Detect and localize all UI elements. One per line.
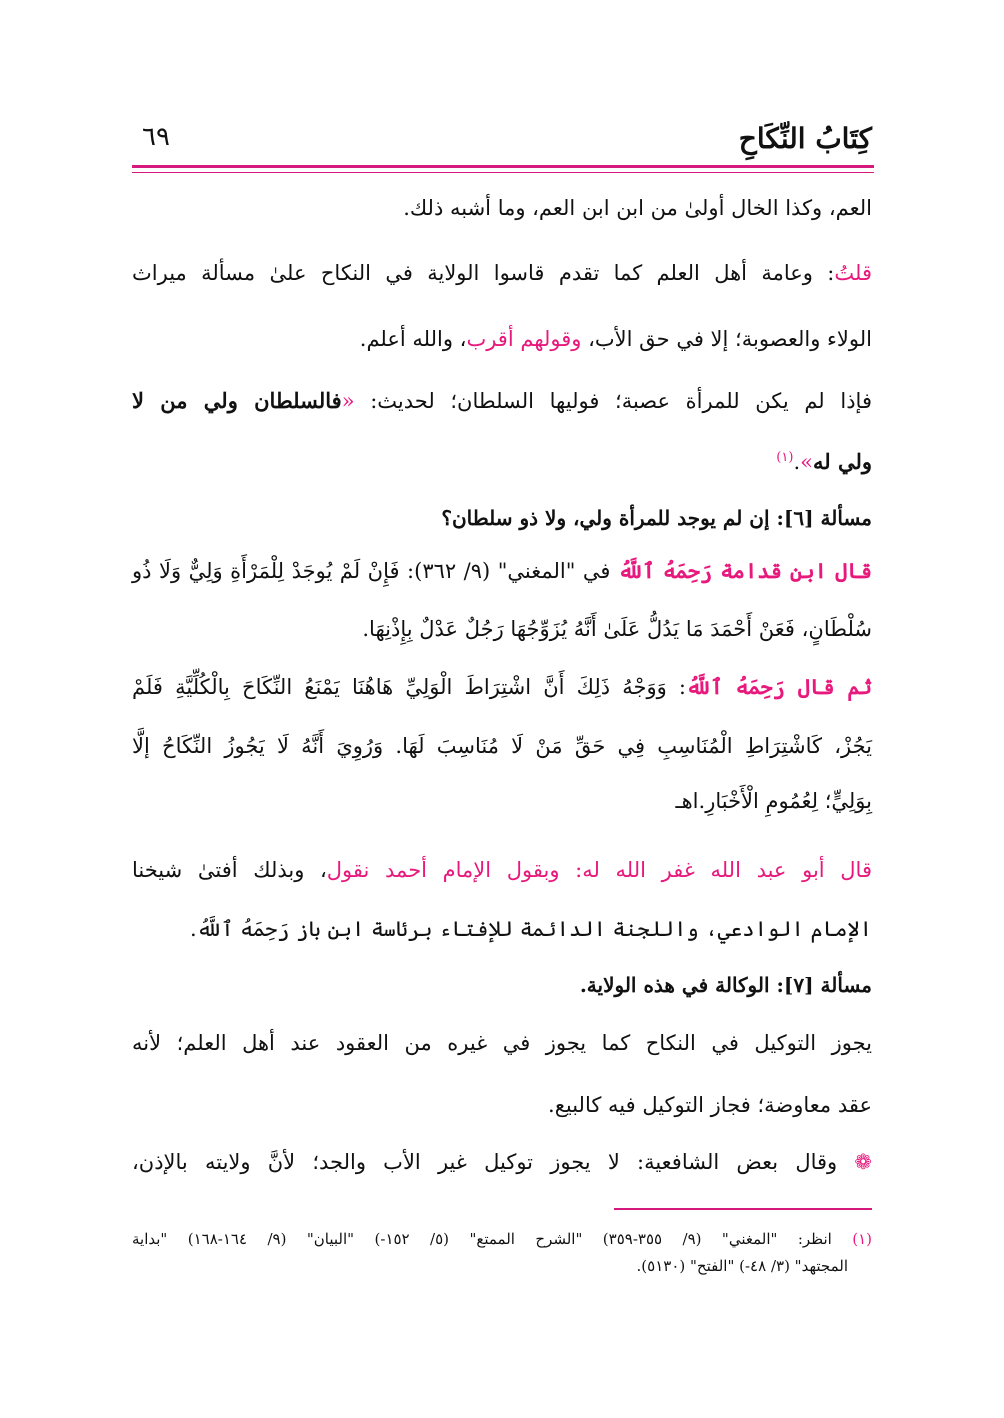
mas-ala-7-heading: مسألة [٧]: الوكالة في هذه الولاية. <box>579 973 872 997</box>
header-rule-thin <box>132 172 874 173</box>
mas-ala-6-heading: مسألة [٦]: إن لم يوجد للمرأة ولي، ولا ذو سلطان؟ <box>441 506 872 530</box>
text-line: عقد معاوضة؛ فجاز التوكيل فيه كالبيع. <box>548 1093 872 1117</box>
page-header <box>132 118 872 158</box>
text-line: قال أبو عبد الله غفر الله له: وبقول الإمام أحمد نقول، وبذلك أفتىٰ شيخنا <box>132 858 872 882</box>
flower-bullet-icon: ❁ <box>854 1150 872 1174</box>
author-statement: قال أبو عبد الله غفر الله له: وبقول الإمام أحمد نقول <box>326 858 872 882</box>
text-line: قال ابن قدامة رَحِمَهُ ٱللَّهُ في "المغني" (٩/ ٣٦٢): فَإِنْ لَمْ يُوجَدْ لِلْمَرْأَةِ وَلِيٌّ وَلَا ذُو <box>132 558 872 583</box>
quote-source: ثم قال رَحِمَهُ ٱللَّهُ <box>686 674 872 699</box>
hadith-text: ولي له <box>812 449 872 474</box>
text-line: ❁ وقال بعض الشافعية: لا يجوز توكيل غير الأب والجد؛ لأنَّ ولايته بالإذن، <box>132 1150 872 1174</box>
text-line: يجوز التوكيل في النكاح كما يجوز في غيره من العقود عند أهل العلم؛ لأنه <box>132 1031 872 1055</box>
text-line: فإذا لم يكن للمرأة عصبة؛ فوليها السلطان؛ لحديث: «فالسلطان ولي من لا <box>132 388 872 413</box>
page-number: ٦٩ <box>142 122 170 152</box>
footnote-ref: (١) <box>776 450 794 465</box>
text-line: الولاء والعصوبة؛ إلا في حق الأب، وقولهم أقرب، والله أعلم. <box>359 327 872 351</box>
footnote-number: (١) <box>852 1230 873 1248</box>
qultu-label: قلتُ <box>834 261 872 285</box>
text-line: قلتُ: وعامة أهل العلم كما تقدم قاسوا الولاية في النكاح علىٰ مسألة ميراث <box>132 261 872 285</box>
text-line: ولي له».$^{(١)}$ <box>776 449 872 474</box>
text-line: يَجُزْ، كَاشْتِرَاطِ الْمُنَاسِبِ فِي حَقِّ مَنْ لَا مُنَاسِبَ لَهَا. وَرُوِيَ أَنَّهُ لَا يَجُوزُ النِّكَاحُ إلَّا <box>132 734 872 758</box>
text-line: سُلْطَانٍ، فَعَنْ أَحْمَدَ مَا يَدُلُّ عَلَىٰ أَنَّهُ يُزَوِّجُهَا رَجُلٌ عَدْلٌ بِإِذْنِهَا. <box>362 617 872 641</box>
hadith-text: فالسلطان ولي من لا <box>132 388 342 413</box>
footnote-line: المجتهد" (٣/ ٤٨-) "الفتح" (٥١٣٠). <box>636 1257 848 1275</box>
chapter-title: كِتَابُ النِّكَاحِ <box>738 122 872 155</box>
quote-source: قال ابن قدامة رَحِمَهُ ٱللَّهُ <box>617 558 872 583</box>
header-rule-thick <box>132 165 874 168</box>
text-line: بِوَلِيٍّ؛ لِعُمُومِ الْأَخْبَارِ.اهـ <box>675 789 872 813</box>
text-line: الإمام الوادعي، واللجنة الدائمة للإفتاء برئاسة ابن باز رَحِمَهُ ٱللَّهُ. <box>190 917 872 941</box>
footnote-line: (١) انظر: "المغني" (٩/ ٣٥٥-٣٥٩) "الشرح الممتع" (٥/ ١٥٢-) "البيان" (٩/ ١٦٤-١٦٨) "بداية <box>132 1230 873 1248</box>
text-line: العم، وكذا الخال أولىٰ من ابن ابن العم، وما أشبه ذلك. <box>403 196 872 220</box>
text-line: ثم قال رَحِمَهُ ٱللَّهُ: وَوَجْهُ ذَلِكَ أَنَّ اشْتِرَاطَ الْوَلِيِّ هَاهُنَا يَمْنَعُ النِّكَاحَ بِالْكُلِّيَّةِ فَلَمْ <box>132 674 872 699</box>
footnote-rule <box>614 1208 872 1210</box>
author-opinion: وقولهم أقرب <box>466 327 582 351</box>
